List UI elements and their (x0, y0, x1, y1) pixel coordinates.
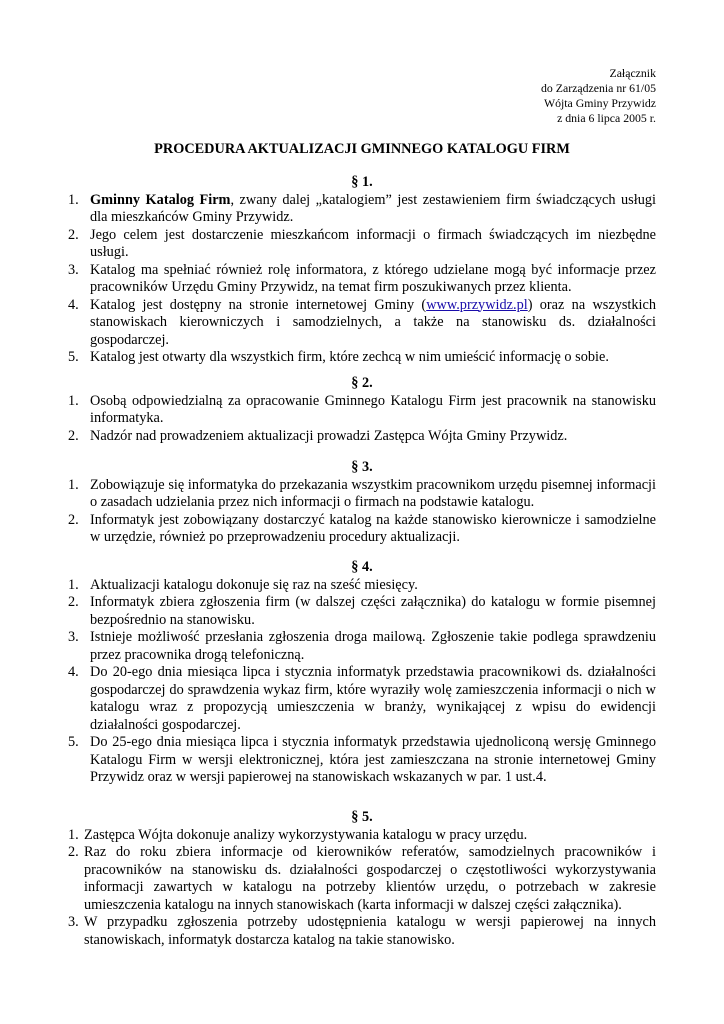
section-2 (68, 375, 656, 445)
item-text: Zobowiązuje się informatyka do przekazania wszystkim pracownikom urzędu pisemnej informacji o zasadach udzielania przez nich informacji o firmach na podstawie katalogu. (90, 476, 656, 510)
header-decree: do Zarządzenia nr 61/05 (541, 81, 656, 95)
section-heading: § 3. (351, 459, 373, 475)
header-date: z dnia 6 lipca 2005 r. (557, 111, 656, 125)
item-number: 4. (68, 664, 79, 680)
item-text: Nadzór nad prowadzeniem aktualizacji prowadzi Zastępca Wójta Gminy Przywidz. (90, 427, 568, 444)
section-list (68, 192, 656, 367)
list-item (68, 629, 656, 664)
document-title: PROCEDURA AKTUALIZACJI GMINNEGO KATALOGU FIRM (154, 141, 570, 157)
list-item (68, 393, 656, 428)
list-item (68, 262, 656, 297)
item-text: Zastępca Wójta dokonuje analizy wykorzystywania katalogu w pracy urzędu. (84, 826, 528, 843)
item-text: Katalog ma spełniać również rolę informatora, z którego udzielane mogą być informacje przez pracowników Urzędu Gminy Przywidz, na temat firm poszukiwanych przez klienta. (90, 261, 656, 295)
section-5 (68, 809, 656, 949)
item-text: , zwany dalej „katalogiem” jest zestawieniem firm świadczących usługi dla mieszkańców Gminy Przywidz. (90, 191, 656, 225)
item-text: Osobą odpowiedzialną za opracowanie Gminnego Katalogu Firm jest pracownik na stanowisku informatyka. (90, 392, 656, 426)
section-heading: § 1. (351, 174, 373, 190)
item-number: 1. (68, 476, 79, 493)
website-link[interactable]: www.przywidz.pl (426, 296, 528, 313)
item-number: 2. (68, 511, 79, 528)
list-item (68, 594, 656, 629)
item-number: 5. (68, 734, 79, 750)
list-item (68, 428, 656, 446)
item-number: 2. (68, 594, 79, 610)
item-text: Do 20-ego dnia miesiąca lipca i stycznia informatyk przedstawia pracownikowi ds. działalności gospodarczej do sprawdzenia wykaz firm, które wyraziły wolę zamieszczenia informacji o nich w katalogu wraz z propozycją umieszczenia w branży, wynikającej z wpisu do ewidencji działalności gospodarczej. (90, 664, 656, 733)
item-number: 1. (68, 392, 79, 409)
section-list (68, 827, 656, 950)
list-item (68, 477, 656, 512)
list-item (68, 192, 656, 227)
list-item (68, 349, 656, 367)
list-item (68, 734, 656, 787)
item-number: 3. (68, 629, 79, 645)
item-text: Informatyk jest zobowiązany dostarczyć katalog na każde stanowisko kierownicze i samodzielne w urzędzie, również po przeprowadzeniu procedury aktualizacji. (90, 511, 656, 545)
section-heading: § 4. (351, 559, 373, 575)
item-number: 3. (68, 914, 79, 930)
item-text: ) oraz na wszystkich stanowiskach kierowniczych i samodzielnych, a także na stanowisku ds. działalności gospodarczej. (90, 296, 656, 348)
list-item (68, 827, 656, 845)
header-attachment: Załącznik (609, 66, 656, 80)
section-list (68, 577, 656, 787)
list-item (68, 844, 656, 914)
attachment-header (541, 66, 656, 126)
list-item (68, 512, 656, 547)
item-number: 1. (68, 576, 79, 593)
section-list (68, 393, 656, 446)
item-number: 2. (68, 844, 79, 860)
list-item (68, 227, 656, 262)
list-item (68, 297, 656, 350)
item-text: Informatyk zbiera zgłoszenia firm (w dalszej części załącznika) do katalogu w formie pisemnej bezpośrednio na stanowisku. (90, 594, 656, 628)
header-issuer: Wójta Gminy Przywidz (543, 96, 656, 110)
item-number: 1. (68, 826, 79, 843)
list-item (68, 577, 656, 595)
item-text: Istnieje możliwość przesłania zgłoszenia droga mailową. Zgłoszenie takie podlega sprawdzeniu przez pracownika drogą telefoniczną. (90, 629, 656, 663)
item-number: 5. (68, 349, 79, 365)
item-number: 4. (68, 296, 79, 313)
item-text: Jego celem jest dostarczenie mieszkańcom informacji o firmach świadczących im niezbędne usługi. (90, 226, 656, 260)
list-item (68, 914, 656, 949)
item-text: Raz do roku zbiera informacje od kierowników referatów, samodzielnych pracowników i pracowników na stanowisku ds. działalności gospodarczej o częstotliwości wykorzystywania informacji zawartych w katalogu na potrzeby klientów urzędu, o potrzebach w zakresie umieszczenia katalogu na innych stanowiskach (karta informacji w dalszej części załącznika). (84, 844, 656, 913)
item-text: Katalog jest dostępny na stronie internetowej Gminy ( (90, 296, 427, 313)
item-text: Katalog jest otwarty dla wszystkich firm, które zechcą w nim umieścić informację o sobie. (90, 349, 609, 365)
section-heading: § 5. (351, 809, 373, 825)
section-list (68, 477, 656, 547)
item-text: W przypadku zgłoszenia potrzeby udostępnienia katalogu w wersji papierowej na innych stanowiskach, informatyk dostarcza katalog na takie stanowisko. (84, 914, 656, 948)
item-number: 1. (68, 191, 79, 208)
item-text: Do 25-ego dnia miesiąca lipca i stycznia informatyk przedstawia ujednoliconą wersję Gminnego Katalogu Firm w wersji elektronicznej, która jest zamieszczana na stronie internetowej Gminy Przywidz oraz w wersji papierowej na stanowiskach wskazanych w par. 1 ust.4. (90, 734, 656, 785)
item-number: 2. (68, 427, 79, 444)
item-number: 3. (68, 261, 79, 278)
section-4 (68, 559, 656, 787)
section-1 (68, 174, 656, 367)
item-number: 2. (68, 226, 79, 243)
section-3 (68, 459, 656, 547)
catalog-name: Gminny Katalog Firm (90, 191, 231, 208)
list-item (68, 664, 656, 734)
section-heading: § 2. (351, 375, 373, 391)
item-text: Aktualizacji katalogu dokonuje się raz na sześć miesięcy. (90, 576, 418, 593)
